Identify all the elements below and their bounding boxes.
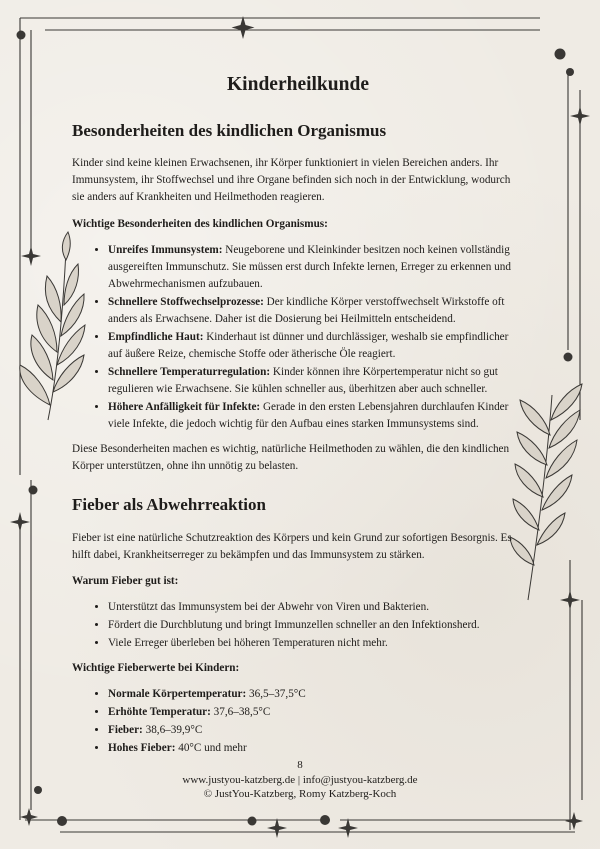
list-item-term: Fieber: xyxy=(108,723,143,736)
page-content xyxy=(72,70,524,765)
list-item-term: Erhöhte Temperatur: xyxy=(108,705,211,718)
list-item-text: Kinderhaut ist dünner und durchlässiger, weshalb sie empfindlicher auf äußere Reize, chemische Stoffe oder ätherische Öle reagiert. xyxy=(108,330,509,360)
list-item xyxy=(108,399,524,433)
subheading-fever-values: Wichtige Fieberwerte bei Kindern: xyxy=(72,661,240,674)
list-item-text: 37,6–38,5°C xyxy=(210,705,271,718)
list-item-term: Schnellere Temperaturregulation: xyxy=(108,365,271,378)
list-item xyxy=(108,364,524,398)
section-intro-fever: Fieber ist eine natürliche Schutzreaktion des Körpers und kein Grund zur sofortigen Besorgnis. Es hilft dabei, Krankheitserreger zu bekämpfen und das Immunsystem zu stärken. xyxy=(72,531,512,561)
list-item-text: Der kindliche Körper verstoffwechselt Wirkstoffe oft anders als Erwachsene. Daher ist die Dosierung bei Heilmitteln entscheidend. xyxy=(108,295,505,325)
list-item xyxy=(108,329,524,363)
list-item xyxy=(108,740,524,757)
particularities-list xyxy=(72,242,524,433)
list-item: • Viele Erreger überleben bei höheren Temperaturen nicht mehr. xyxy=(108,635,524,652)
subheading-why-fever: Warum Fieber gut ist: xyxy=(72,574,179,587)
list-item-text: 38,6–39,9°C xyxy=(142,723,203,736)
list-item-term: Hohes Fieber: xyxy=(108,741,176,754)
footer-contact: www.justyou-katzberg.de | info@justyou-katzberg.de xyxy=(182,773,418,786)
section-heading-organism: Besonderheiten des kindlichen Organismus xyxy=(72,120,387,140)
subheading-particularities: Wichtige Besonderheiten des kindlichen Organismus: xyxy=(72,217,328,230)
list-item: • Fördert die Durchblutung und bringt Immunzellen schneller an den Infektionsherd. xyxy=(108,617,524,634)
list-item-text: Gerade in den ersten Lebensjahren durchlaufen Kinder viele Infekte, die jedoch wichtig für den Aufbau eines starken Immunsystems sind. xyxy=(108,400,509,430)
list-item: • Unterstützt das Immunsystem bei der Abwehr von Viren und Bakterien. xyxy=(108,599,524,616)
list-item xyxy=(108,722,524,739)
list-item xyxy=(108,686,524,703)
list-item xyxy=(108,294,524,328)
list-item-text: 36,5–37,5°C xyxy=(246,687,306,700)
section-heading-fever: Fieber als Abwehrreaktion xyxy=(72,494,266,514)
list-item-term: Empfindliche Haut: xyxy=(108,330,204,343)
list-item-text: 40°C und mehr xyxy=(175,741,247,754)
list-item-text: Kinder können ihre Körpertemperatur nicht so gut regulieren wie Erwachsene. Sie kühlen schneller aus, überhitzen aber auch schneller. xyxy=(108,365,498,395)
list-item-term: Schnellere Stoffwechselprozesse: xyxy=(108,295,264,308)
section-intro-organism: Kinder sind keine kleinen Erwachsenen, ihr Körper funktioniert in vielen Bereichen anders. Ihr Immunsystem, ihr Stoffwechsel und ihre Organe befinden sich noch in der Entwicklung, wodurch sie anders auf Krankheiten und Heilmethoden reagieren. xyxy=(72,157,511,204)
page-title: Kinderheilkunde xyxy=(227,74,369,95)
fever-values-list xyxy=(72,686,524,757)
page-footer xyxy=(0,758,600,802)
footer-copyright: © JustYou-Katzberg, Romy Katzberg-Koch xyxy=(203,788,397,801)
list-item xyxy=(108,704,524,721)
list-item xyxy=(108,242,524,293)
list-item-term: Normale Körpertemperatur: xyxy=(108,687,247,700)
list-item-text: Neugeborene und Kleinkinder besitzen noch keinen vollständig ausgereiften Immunschutz. Sie müssen erst durch Infekte lernen, Erreger zu erkennen und Abwehrmechanismen aufzubauen. xyxy=(108,243,511,290)
fever-reasons-list xyxy=(72,599,524,652)
list-item-term: Unreifes Immunsystem: xyxy=(108,243,223,256)
list-item-term: Höhere Anfälligkeit für Infekte: xyxy=(108,400,261,413)
section-outro-organism: Diese Besonderheiten machen es wichtig, natürliche Heilmethoden zu wählen, die den kindlichen Körper unterstützen, ohne ihn unnötig zu belasten. xyxy=(72,442,510,472)
page-number: 8 xyxy=(297,759,303,771)
